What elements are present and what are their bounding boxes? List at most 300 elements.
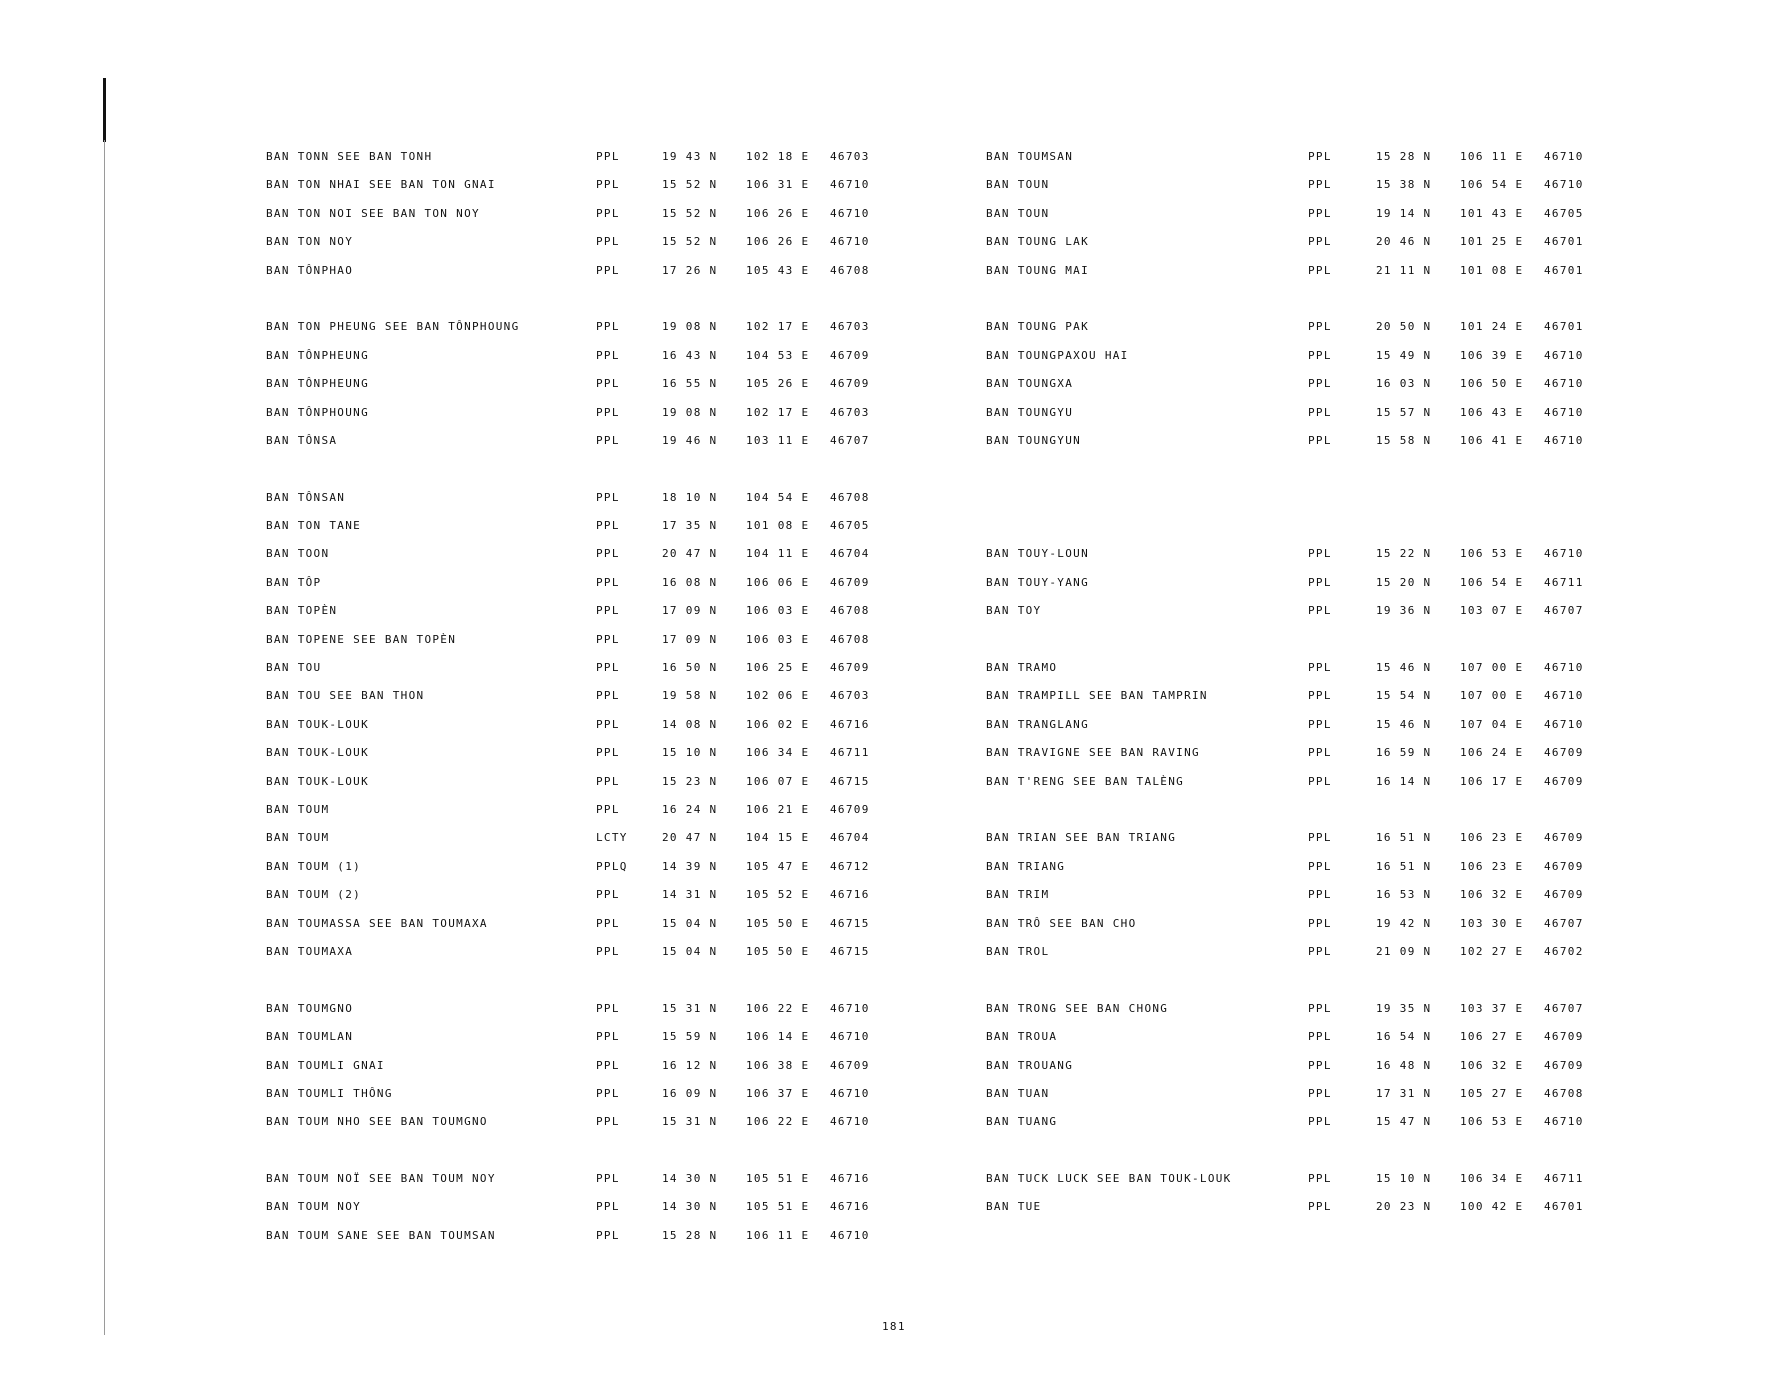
place-name: BAN TONN SEE BAN TONH <box>266 150 433 163</box>
latitude: 16 43 N <box>662 348 718 362</box>
place-name: BAN TRAMPILL SEE BAN TAMPRIN <box>986 689 1208 703</box>
longitude: 105 52 E <box>746 888 810 902</box>
map-code: 46702 <box>1544 944 1584 958</box>
place-name: BAN TRIM <box>986 888 1050 902</box>
place-name: BAN TRAMO <box>986 661 1058 675</box>
place-name: BAN TÔNPHOUNG <box>266 405 369 419</box>
latitude: 20 50 N <box>1376 320 1432 334</box>
place-name: BAN TOPENE SEE BAN TOPÈN <box>266 632 457 646</box>
feature-type: PPL <box>1308 944 1332 958</box>
longitude: 106 07 E <box>746 774 810 788</box>
place-name: BAN TOUNGXA <box>986 377 1074 391</box>
latitude: 15 04 N <box>662 916 718 930</box>
longitude: 102 06 E <box>746 689 810 703</box>
map-code: 46703 <box>830 150 870 163</box>
latitude: 19 08 N <box>662 320 718 334</box>
latitude: 14 31 N <box>662 888 718 902</box>
place-name: BAN TOUM NOÏ SEE BAN TOUM NOY <box>266 1172 496 1186</box>
longitude: 106 23 E <box>1460 859 1524 873</box>
feature-type: PPL <box>596 377 620 391</box>
longitude: 106 22 E <box>746 1001 810 1015</box>
feature-type: PPLQ <box>596 859 628 873</box>
map-code: 46711 <box>1544 575 1584 589</box>
place-name: BAN T'RENG SEE BAN TALÈNG <box>986 774 1185 788</box>
place-name: BAN TOUNGYU <box>986 405 1074 419</box>
place-name: BAN TOUM (1) <box>266 859 362 873</box>
feature-type: PPL <box>596 519 620 533</box>
place-name: BAN TRANGLANG <box>986 717 1089 731</box>
map-code: 46716 <box>830 1172 870 1186</box>
place-name: BAN TOUK-LOUK <box>266 717 369 731</box>
feature-type: PPL <box>1308 433 1332 447</box>
feature-type: PPL <box>1308 689 1332 703</box>
feature-type: PPL <box>596 1086 620 1100</box>
latitude: 20 47 N <box>662 547 718 561</box>
feature-type: PPL <box>1308 150 1332 163</box>
latitude: 16 54 N <box>1376 1030 1432 1044</box>
longitude: 106 24 E <box>1460 746 1524 760</box>
latitude: 16 53 N <box>1376 888 1432 902</box>
longitude: 106 11 E <box>1460 150 1524 163</box>
latitude: 20 23 N <box>1376 1200 1432 1214</box>
place-name: BAN TON PHEUNG SEE BAN TÔNPHOUNG <box>266 320 520 334</box>
latitude: 15 38 N <box>1376 178 1432 192</box>
latitude: 15 10 N <box>1376 1172 1432 1186</box>
latitude: 17 35 N <box>662 519 718 533</box>
latitude: 19 42 N <box>1376 916 1432 930</box>
latitude: 19 58 N <box>662 689 718 703</box>
feature-type: PPL <box>1308 831 1332 845</box>
feature-type: PPL <box>1308 661 1332 675</box>
map-code: 46709 <box>1544 1058 1584 1072</box>
map-code: 46709 <box>1544 859 1584 873</box>
map-code: 46707 <box>1544 1001 1584 1015</box>
longitude: 106 23 E <box>1460 831 1524 845</box>
feature-type: PPL <box>1308 575 1332 589</box>
map-code: 46705 <box>1544 206 1584 220</box>
feature-type: PPL <box>596 661 620 675</box>
place-name: BAN TROUA <box>986 1030 1058 1044</box>
longitude: 106 32 E <box>1460 888 1524 902</box>
feature-type: PPL <box>1308 1086 1332 1100</box>
map-code: 46710 <box>1544 433 1584 447</box>
map-code: 46710 <box>830 178 870 192</box>
latitude: 16 51 N <box>1376 831 1432 845</box>
latitude: 15 31 N <box>662 1001 718 1015</box>
longitude: 106 53 E <box>1460 1115 1524 1129</box>
place-name: BAN TOUMAXA <box>266 944 354 958</box>
latitude: 16 51 N <box>1376 859 1432 873</box>
latitude: 15 31 N <box>662 1115 718 1129</box>
map-code: 46710 <box>1544 689 1584 703</box>
place-name: BAN TON TANE <box>266 519 362 533</box>
longitude: 102 17 E <box>746 320 810 334</box>
map-code: 46710 <box>1544 178 1584 192</box>
latitude: 15 59 N <box>662 1030 718 1044</box>
latitude: 21 11 N <box>1376 263 1432 277</box>
longitude: 103 37 E <box>1460 1001 1524 1015</box>
map-code: 46703 <box>830 320 870 334</box>
feature-type: PPL <box>1308 1200 1332 1214</box>
latitude: 15 28 N <box>662 1228 718 1242</box>
latitude: 20 47 N <box>662 831 718 845</box>
longitude: 104 54 E <box>746 490 810 504</box>
longitude: 102 17 E <box>746 405 810 419</box>
longitude: 105 51 E <box>746 1200 810 1214</box>
longitude: 106 39 E <box>1460 348 1524 362</box>
longitude: 106 37 E <box>746 1086 810 1100</box>
map-code: 46705 <box>830 519 870 533</box>
longitude: 106 17 E <box>1460 774 1524 788</box>
feature-type: PPL <box>596 575 620 589</box>
map-code: 46708 <box>830 604 870 618</box>
latitude: 16 59 N <box>1376 746 1432 760</box>
place-name: BAN TON NOY <box>266 235 354 249</box>
place-name: BAN TOUNG PAK <box>986 320 1089 334</box>
longitude: 106 26 E <box>746 235 810 249</box>
longitude: 104 11 E <box>746 547 810 561</box>
longitude: 106 32 E <box>1460 1058 1524 1072</box>
feature-type: PPL <box>1308 547 1332 561</box>
map-code: 46716 <box>830 888 870 902</box>
feature-type: PPL <box>596 547 620 561</box>
map-code: 46709 <box>1544 888 1584 902</box>
feature-type: PPL <box>596 944 620 958</box>
feature-type: PPL <box>596 717 620 731</box>
map-code: 46716 <box>830 717 870 731</box>
feature-type: PPL <box>1308 1058 1332 1072</box>
feature-type: PPL <box>596 1228 620 1242</box>
place-name: BAN TROUANG <box>986 1058 1074 1072</box>
latitude: 16 09 N <box>662 1086 718 1100</box>
map-code: 46716 <box>830 1200 870 1214</box>
place-name: BAN TOUM SANE SEE BAN TOUMSAN <box>266 1228 496 1242</box>
place-name: BAN TOUN <box>986 178 1050 192</box>
map-code: 46701 <box>1544 1200 1584 1214</box>
place-name: BAN TROL <box>986 944 1050 958</box>
latitude: 16 12 N <box>662 1058 718 1072</box>
longitude: 106 06 E <box>746 575 810 589</box>
latitude: 19 14 N <box>1376 206 1432 220</box>
feature-type: PPL <box>596 916 620 930</box>
place-name: BAN TOUY-YANG <box>986 575 1089 589</box>
place-name: BAN TRIANG <box>986 859 1066 873</box>
map-code: 46710 <box>1544 348 1584 362</box>
place-name: BAN TOUMASSA SEE BAN TOUMAXA <box>266 916 488 930</box>
latitude: 15 54 N <box>1376 689 1432 703</box>
map-code: 46710 <box>830 1086 870 1100</box>
map-code: 46707 <box>1544 916 1584 930</box>
feature-type: PPL <box>1308 746 1332 760</box>
feature-type: PPL <box>1308 320 1332 334</box>
feature-type: PPL <box>596 1058 620 1072</box>
place-name: BAN TOUNG MAI <box>986 263 1089 277</box>
feature-type: PPL <box>596 178 620 192</box>
latitude: 15 46 N <box>1376 661 1432 675</box>
map-code: 46704 <box>830 831 870 845</box>
map-code: 46710 <box>830 1001 870 1015</box>
latitude: 15 28 N <box>1376 150 1432 163</box>
latitude: 15 23 N <box>662 774 718 788</box>
feature-type: PPL <box>1308 859 1332 873</box>
longitude: 106 54 E <box>1460 178 1524 192</box>
map-code: 46709 <box>830 575 870 589</box>
feature-type: PPL <box>1308 206 1332 220</box>
feature-type: PPL <box>1308 178 1332 192</box>
latitude: 16 03 N <box>1376 377 1432 391</box>
latitude: 21 09 N <box>1376 944 1432 958</box>
feature-type: PPL <box>596 405 620 419</box>
margin-rule-thin <box>104 140 105 1335</box>
map-code: 46701 <box>1544 235 1584 249</box>
place-name: BAN TOUN <box>986 206 1050 220</box>
longitude: 105 26 E <box>746 377 810 391</box>
map-code: 46709 <box>830 377 870 391</box>
feature-type: PPL <box>1308 1172 1332 1186</box>
place-name: BAN TOUM NHO SEE BAN TOUMGNO <box>266 1115 488 1129</box>
longitude: 106 26 E <box>746 206 810 220</box>
feature-type: PPL <box>1308 774 1332 788</box>
place-name: BAN TOY <box>986 604 1042 618</box>
longitude: 102 27 E <box>1460 944 1524 958</box>
place-name: BAN TRÔ SEE BAN CHO <box>986 916 1137 930</box>
latitude: 19 43 N <box>662 150 718 163</box>
map-code: 46710 <box>830 206 870 220</box>
feature-type: PPL <box>596 150 620 163</box>
feature-type: PPL <box>1308 263 1332 277</box>
latitude: 15 52 N <box>662 178 718 192</box>
map-code: 46703 <box>830 405 870 419</box>
place-name: BAN TOUNGYUN <box>986 433 1082 447</box>
place-name: BAN TRONG SEE BAN CHONG <box>986 1001 1169 1015</box>
map-code: 46709 <box>830 348 870 362</box>
latitude: 15 10 N <box>662 746 718 760</box>
longitude: 102 18 E <box>746 150 810 163</box>
latitude: 15 46 N <box>1376 717 1432 731</box>
place-name: BAN TON NHAI SEE BAN TON GNAI <box>266 178 496 192</box>
longitude: 101 08 E <box>1460 263 1524 277</box>
longitude: 100 42 E <box>1460 1200 1524 1214</box>
feature-type: PPL <box>596 263 620 277</box>
latitude: 15 22 N <box>1376 547 1432 561</box>
feature-type: PPL <box>1308 1030 1332 1044</box>
map-code: 46701 <box>1544 263 1584 277</box>
feature-type: PPL <box>596 206 620 220</box>
longitude: 106 54 E <box>1460 575 1524 589</box>
map-code: 46710 <box>1544 717 1584 731</box>
map-code: 46710 <box>830 1228 870 1242</box>
latitude: 15 49 N <box>1376 348 1432 362</box>
feature-type: PPL <box>596 888 620 902</box>
latitude: 19 08 N <box>662 405 718 419</box>
map-code: 46709 <box>1544 774 1584 788</box>
map-code: 46708 <box>830 632 870 646</box>
place-name: BAN TOUM <box>266 802 330 816</box>
feature-type: PPL <box>596 1001 620 1015</box>
map-code: 46712 <box>830 859 870 873</box>
latitude: 16 48 N <box>1376 1058 1432 1072</box>
feature-type: PPL <box>596 235 620 249</box>
feature-type: LCTY <box>596 831 628 845</box>
place-name: BAN TUANG <box>986 1115 1058 1129</box>
latitude: 18 10 N <box>662 490 718 504</box>
longitude: 104 53 E <box>746 348 810 362</box>
longitude: 105 27 E <box>1460 1086 1524 1100</box>
place-name: BAN TOPÈN <box>266 604 338 618</box>
latitude: 15 20 N <box>1376 575 1432 589</box>
map-code: 46711 <box>830 746 870 760</box>
longitude: 107 00 E <box>1460 689 1524 703</box>
place-name: BAN TRIAN SEE BAN TRIANG <box>986 831 1177 845</box>
latitude: 14 39 N <box>662 859 718 873</box>
latitude: 19 35 N <box>1376 1001 1432 1015</box>
place-name: BAN TOUM <box>266 831 330 845</box>
map-code: 46710 <box>830 1030 870 1044</box>
latitude: 16 08 N <box>662 575 718 589</box>
latitude: 14 30 N <box>662 1172 718 1186</box>
latitude: 16 55 N <box>662 377 718 391</box>
latitude: 17 26 N <box>662 263 718 277</box>
map-code: 46701 <box>1544 320 1584 334</box>
latitude: 15 52 N <box>662 235 718 249</box>
map-code: 46710 <box>1544 547 1584 561</box>
longitude: 106 43 E <box>1460 405 1524 419</box>
map-code: 46709 <box>830 1058 870 1072</box>
longitude: 101 43 E <box>1460 206 1524 220</box>
map-code: 46710 <box>1544 377 1584 391</box>
map-code: 46709 <box>1544 831 1584 845</box>
longitude: 106 25 E <box>746 661 810 675</box>
place-name: BAN TUE <box>986 1200 1042 1214</box>
map-code: 46703 <box>830 689 870 703</box>
place-name: BAN TOU <box>266 661 322 675</box>
feature-type: PPL <box>1308 888 1332 902</box>
place-name: BAN TOUMLI THÔNG <box>266 1086 393 1100</box>
map-code: 46704 <box>830 547 870 561</box>
map-code: 46710 <box>1544 405 1584 419</box>
latitude: 17 09 N <box>662 604 718 618</box>
place-name: BAN TOUNGPAXOU HAI <box>986 348 1129 362</box>
feature-type: PPL <box>596 802 620 816</box>
longitude: 105 50 E <box>746 944 810 958</box>
place-name: BAN TOUM (2) <box>266 888 362 902</box>
longitude: 106 34 E <box>746 746 810 760</box>
feature-type: PPL <box>596 1115 620 1129</box>
place-name: BAN TOUY-LOUN <box>986 547 1089 561</box>
longitude: 106 27 E <box>1460 1030 1524 1044</box>
place-name: BAN TOU SEE BAN THON <box>266 689 425 703</box>
latitude: 17 09 N <box>662 632 718 646</box>
longitude: 106 11 E <box>746 1228 810 1242</box>
longitude: 106 50 E <box>1460 377 1524 391</box>
longitude: 106 14 E <box>746 1030 810 1044</box>
longitude: 106 22 E <box>746 1115 810 1129</box>
longitude: 106 53 E <box>1460 547 1524 561</box>
map-code: 46715 <box>830 774 870 788</box>
latitude: 14 08 N <box>662 717 718 731</box>
latitude: 15 58 N <box>1376 433 1432 447</box>
map-code: 46710 <box>1544 150 1584 163</box>
map-code: 46709 <box>1544 1030 1584 1044</box>
map-code: 46707 <box>830 433 870 447</box>
latitude: 20 46 N <box>1376 235 1432 249</box>
map-code: 46710 <box>1544 661 1584 675</box>
map-code: 46710 <box>830 235 870 249</box>
feature-type: PPL <box>596 1172 620 1186</box>
longitude: 106 41 E <box>1460 433 1524 447</box>
longitude: 104 15 E <box>746 831 810 845</box>
place-name: BAN TOUMGNO <box>266 1001 354 1015</box>
longitude: 103 11 E <box>746 433 810 447</box>
longitude: 107 00 E <box>1460 661 1524 675</box>
place-name: BAN TÔNPHAO <box>266 263 354 277</box>
longitude: 103 30 E <box>1460 916 1524 930</box>
map-code: 46708 <box>1544 1086 1584 1100</box>
map-code: 46709 <box>830 802 870 816</box>
longitude: 106 34 E <box>1460 1172 1524 1186</box>
feature-type: PPL <box>596 774 620 788</box>
longitude: 107 04 E <box>1460 717 1524 731</box>
map-code: 46709 <box>1544 746 1584 760</box>
latitude: 15 47 N <box>1376 1115 1432 1129</box>
latitude: 19 36 N <box>1376 604 1432 618</box>
longitude: 105 47 E <box>746 859 810 873</box>
place-name: BAN TÔNPHEUNG <box>266 377 369 391</box>
feature-type: PPL <box>596 1030 620 1044</box>
feature-type: PPL <box>1308 405 1332 419</box>
longitude: 106 21 E <box>746 802 810 816</box>
longitude: 101 25 E <box>1460 235 1524 249</box>
place-name: BAN TUAN <box>986 1086 1050 1100</box>
latitude: 15 04 N <box>662 944 718 958</box>
map-code: 46708 <box>830 490 870 504</box>
feature-type: PPL <box>1308 916 1332 930</box>
longitude: 105 51 E <box>746 1172 810 1186</box>
place-name: BAN TÔNSAN <box>266 490 346 504</box>
feature-type: PPL <box>1308 604 1332 618</box>
longitude: 106 03 E <box>746 632 810 646</box>
map-code: 46715 <box>830 916 870 930</box>
feature-type: PPL <box>1308 717 1332 731</box>
place-name: BAN TOUM NOY <box>266 1200 362 1214</box>
longitude: 106 02 E <box>746 717 810 731</box>
longitude: 106 38 E <box>746 1058 810 1072</box>
longitude: 101 08 E <box>746 519 810 533</box>
page-number: 181 <box>882 1320 906 1333</box>
feature-type: PPL <box>596 433 620 447</box>
place-name: BAN TÔNPHEUNG <box>266 348 369 362</box>
feature-type: PPL <box>596 348 620 362</box>
latitude: 16 50 N <box>662 661 718 675</box>
feature-type: PPL <box>1308 377 1332 391</box>
place-name: BAN TÔP <box>266 575 322 589</box>
place-name: BAN TOUMLI GNAI <box>266 1058 385 1072</box>
feature-type: PPL <box>596 632 620 646</box>
map-code: 46710 <box>1544 1115 1584 1129</box>
place-name: BAN TOUNG LAK <box>986 235 1089 249</box>
margin-rule <box>103 78 106 142</box>
map-code: 46710 <box>830 1115 870 1129</box>
longitude: 103 07 E <box>1460 604 1524 618</box>
latitude: 19 46 N <box>662 433 718 447</box>
feature-type: PPL <box>596 604 620 618</box>
map-code: 46715 <box>830 944 870 958</box>
latitude: 15 52 N <box>662 206 718 220</box>
latitude: 16 14 N <box>1376 774 1432 788</box>
feature-type: PPL <box>596 320 620 334</box>
feature-type: PPL <box>596 746 620 760</box>
feature-type: PPL <box>1308 1001 1332 1015</box>
